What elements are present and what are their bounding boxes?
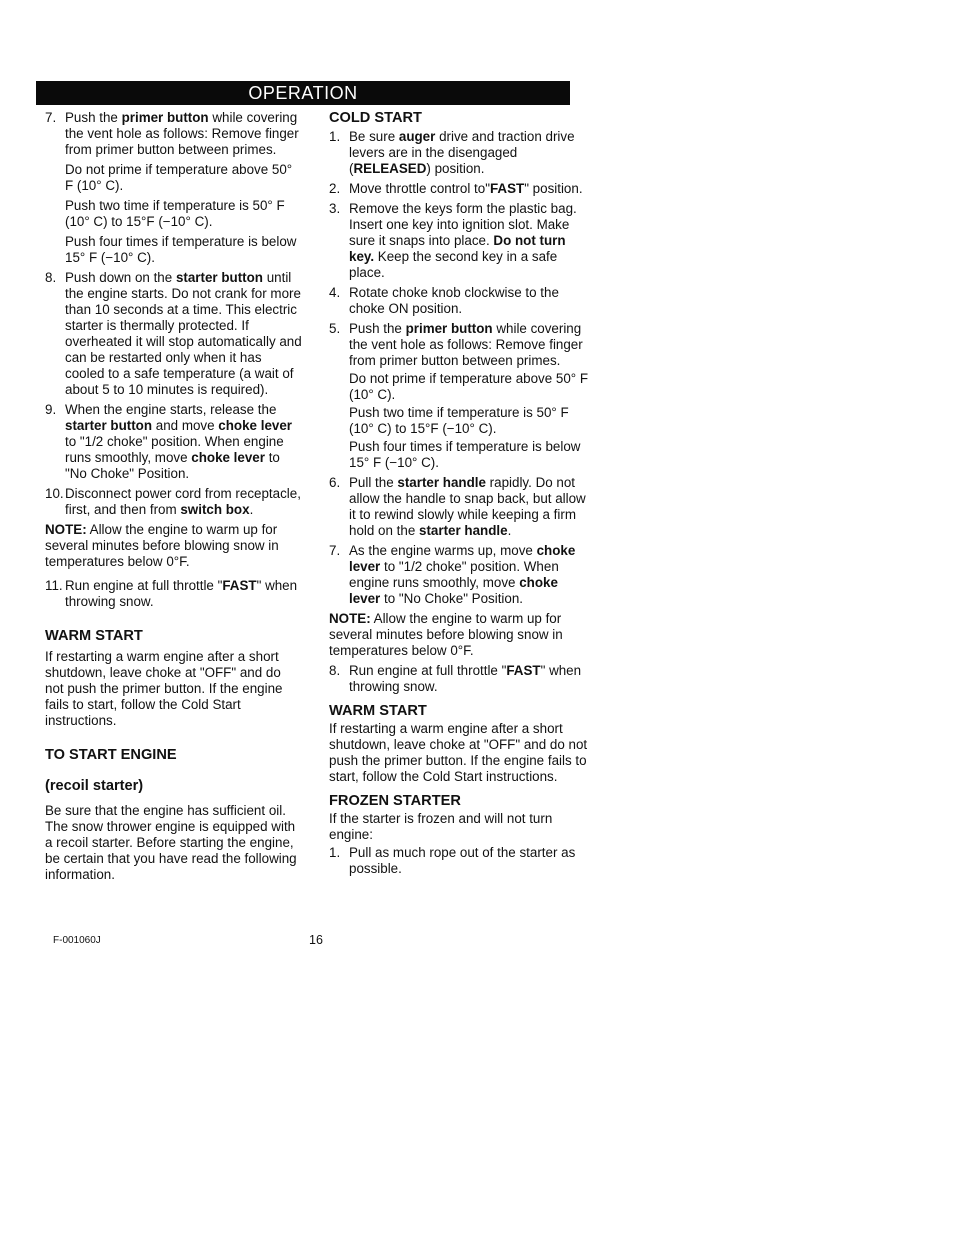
list-item: 8. Push down on the starter button until the engine starts. Do not crank for more than 10 seconds at a time. This electric starter is thermally protected. If overheated it will stop automatically and can be restarted only when it has cooled to a safe temperature (a wait of about 5 to 10 minutes is required). — [45, 270, 302, 397]
list-item: 4. Rotate choke knob clockwise to the choke ON position. — [329, 285, 559, 316]
section-heading: COLD START — [329, 110, 422, 126]
list-item: 5. Push the primer button while covering the vent hole as follows: Remove finger from primer button between primes. Do not prime if temperature above 50° F (10° C). Push two time if temperature is 50° F (10° C) to 15°F (−10° C). Push four times if temperature is below 15° F (−10° C). — [329, 321, 591, 471]
section-heading: FROZEN STARTER — [329, 793, 461, 809]
section-text: If the starter is frozen and will not turn engine: — [329, 811, 553, 842]
item-number: 1. — [329, 845, 341, 860]
item-number: 9. — [45, 402, 57, 417]
list-item: 7. As the engine warms up, move choke lever to "1/2 choke" position. When engine runs smoothly, move choke lever to "No Choke" Position. — [329, 543, 576, 606]
right-column — [329, 110, 591, 881]
item-number: 2. — [329, 181, 341, 196]
item-number: 10. — [45, 486, 64, 501]
document-code: F-001060J — [53, 935, 101, 946]
section-subheading: (recoil starter) — [45, 778, 144, 794]
item-number: 11. — [45, 578, 63, 593]
item-number: 1. — [329, 129, 341, 144]
section-heading: TO START ENGINE — [45, 747, 177, 763]
list-item: 9. When the engine starts, release the starter button and move choke lever to "1/2 choke" position. When engine runs smoothly, move choke lever to "No Choke" Position. — [45, 402, 292, 481]
list-item: 1. Be sure auger drive and traction drive levers are in the disengaged (RELEASED) position. — [329, 129, 575, 176]
list-item: 11. Run engine at full throttle "FAST" when throwing snow. — [45, 578, 298, 609]
item-number: 6. — [329, 475, 341, 490]
instruction-text: Push four times if temperature is below 15° F (−10° C). — [349, 439, 581, 470]
item-number: 7. — [329, 543, 341, 558]
item-number: 8. — [45, 270, 57, 285]
list-item: 3. Remove the keys form the plastic bag. Insert one key into ignition slot. Make sure it snaps into place. Do not turn key. Keep the second key in a safe place. — [329, 201, 577, 280]
list-item: 1. Pull as much rope out of the starter as possible. — [329, 845, 576, 876]
list-item: 8. Run engine at full throttle "FAST" when throwing snow. — [329, 663, 582, 694]
item-number: 7. — [45, 110, 57, 125]
left-column — [45, 110, 303, 887]
section-text: If restarting a warm engine after a short shutdown, leave choke at "OFF" and do not push the primer button. If the engine fails to start, follow the Cold Start instructions. — [45, 649, 283, 728]
instruction-text: Push four times if temperature is below 15° F (−10° C). — [65, 234, 297, 265]
list-item: 2. Move throttle control to"FAST" position. — [329, 181, 583, 196]
item-number: 3. — [329, 201, 341, 216]
instruction-text: Push two time if temperature is 50° F (10° C) to 15°F (−10° C). — [349, 405, 569, 436]
note: NOTE: Allow the engine to warm up for several minutes before blowing snow in temperatures below 0°F. — [329, 611, 563, 658]
instruction-text: Do not prime if temperature above 50° F (10° C). — [65, 162, 293, 193]
item-number: 8. — [329, 663, 341, 678]
section-text: If restarting a warm engine after a short shutdown, leave choke at "OFF" and do not push the primer button. If the engine fails to start, follow the Cold Start instructions. — [329, 721, 588, 784]
section-banner: OPERATION — [36, 81, 570, 105]
note: NOTE: Allow the engine to warm up for several minutes before blowing snow in temperatures below 0°F. — [45, 522, 279, 569]
section-heading: WARM START — [329, 703, 427, 719]
instruction-text: Push two time if temperature is 50° F (10° C) to 15°F (−10° C). — [65, 198, 285, 229]
section-heading: WARM START — [45, 628, 143, 644]
list-item: 7. Push the primer button while covering the vent hole as follows: Remove finger from primer button between primes. Do not prime if temperature above 50° F (10° C). Push two time if temperature is 50° F (10° C) to 15°F (−10° C). Push four times if temperature is below 15° F (−10° C). — [45, 110, 303, 266]
item-number: 4. — [329, 285, 341, 300]
page-number: 16 — [309, 933, 323, 947]
list-item: 6. Pull the starter handle rapidly. Do not allow the handle to snap back, but allow it to rewind slowly while keeping a firm hold on the starter handle. — [329, 475, 586, 538]
item-number: 5. — [329, 321, 341, 336]
list-item: 10. Disconnect power cord from receptacle, first, and then from switch box. — [45, 486, 301, 517]
instruction-text: Do not prime if temperature above 50° F (10° C). — [349, 371, 589, 402]
section-text: Be sure that the engine has sufficient oil. The snow thrower engine is equipped with a recoil starter. Before starting the engine, be certain that you have read the following information. — [45, 803, 297, 882]
